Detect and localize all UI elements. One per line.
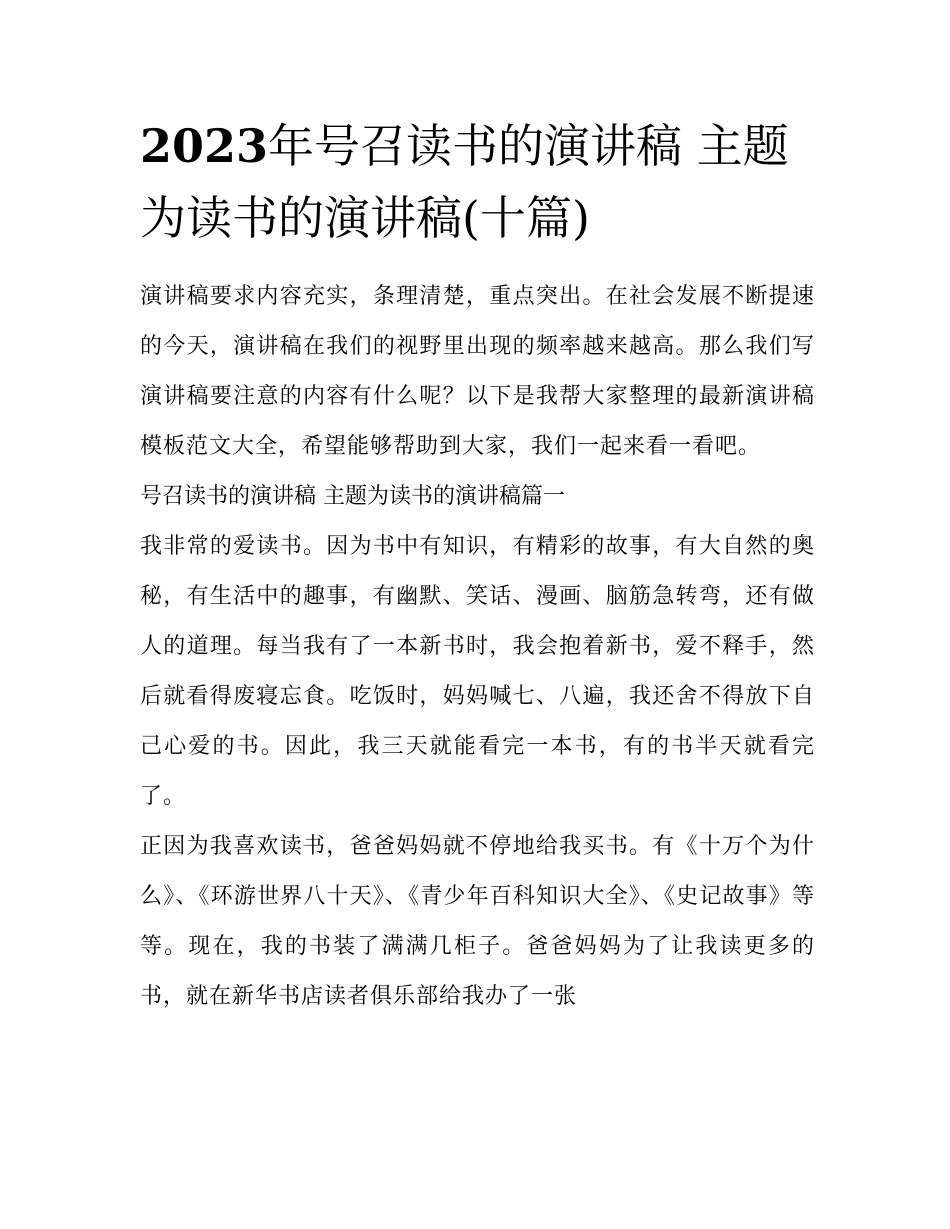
document-page — [140, 110, 815, 1022]
title-text: 年号召读书的演讲稿 主题为读书的演讲稿(十篇) — [140, 119, 789, 245]
body-paragraph-2: 正因为我喜欢读书，爸爸妈妈就不停地给我买书。有《十万个为什么》、《环游世界八十天》、《青少年百科知识大全》、《史记故事》等等。现在，我的书装了满满几柜子。爸爸妈妈为了让我读更多的书，就在新华书店读者俱乐部给我办了一张 — [140, 834, 815, 1009]
document-title — [140, 110, 815, 254]
body-paragraph-1: 我非常的爱读书。因为书中有知识，有精彩的故事，有大自然的奥秘，有生活中的趣事，有幽默、笑话、漫画、脑筋急转弯，还有做人的道理。每当我有了一本新书时，我会抱着新书，爱不释手，然后就看得废寝忘食。吃饭时，妈妈喊七、八遍，我还舍不得放下自己心爱的书。因此，我三天就能看完一本书，有的书半天就看完了。 — [140, 534, 815, 809]
title-year: 2023 — [140, 119, 269, 173]
intro-paragraph: 演讲稿要求内容充实，条理清楚，重点突出。在社会发展不断提速的今天，演讲稿在我们的视野里出现的频率越来越高。那么我们写演讲稿要注意的内容有什么呢？以下是我帮大家整理的最新演讲稿模板范文大全，希望能够帮助到大家，我们一起来看一看吧。 — [140, 284, 815, 459]
section-heading: 号召读书的演讲稿 主题为读书的演讲稿篇一 — [140, 484, 565, 509]
document-body — [140, 272, 815, 1022]
